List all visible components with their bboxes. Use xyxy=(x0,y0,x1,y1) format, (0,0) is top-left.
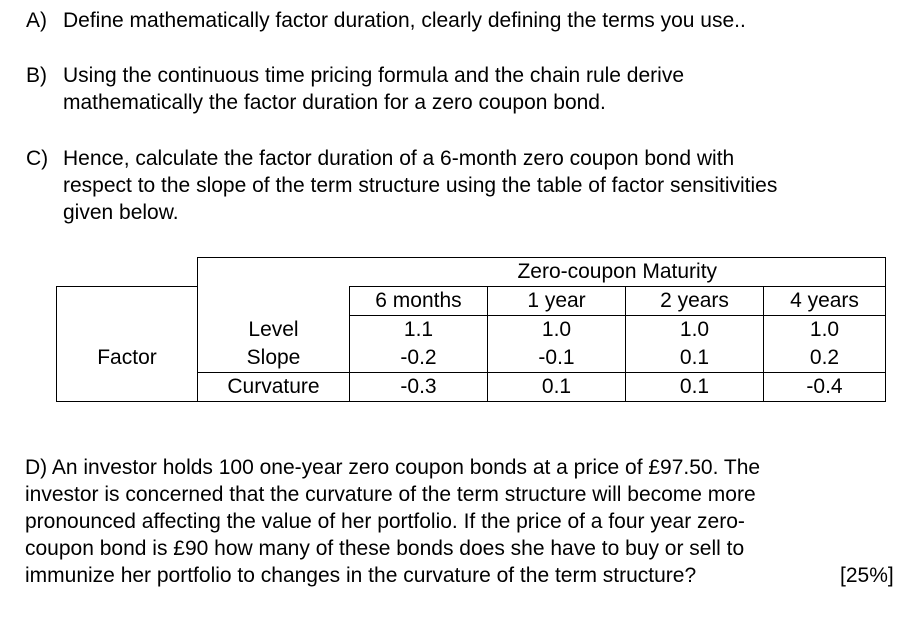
question-b-label: B) xyxy=(26,64,47,87)
question-d-line: D) An investor holds 100 one-year zero coupon bonds at a price of £97.50. The xyxy=(25,456,761,479)
table-cell: 0.2 xyxy=(764,344,886,373)
question-d-line: pronounced affecting the value of her portfolio. If the price of a four year zero- xyxy=(25,510,745,533)
question-c-label: C) xyxy=(26,147,49,170)
factor-name: Level xyxy=(198,316,350,345)
factor-name: Slope xyxy=(198,344,350,373)
table-cell: 1.1 xyxy=(350,316,488,345)
marks-weight: [25%] xyxy=(840,564,894,587)
table-cell: 0.1 xyxy=(626,344,764,373)
empty-header-cell xyxy=(198,287,350,316)
factor-sensitivity-table xyxy=(56,257,886,402)
column-header: 1 year xyxy=(488,287,626,316)
table-cell: -0.4 xyxy=(764,373,886,402)
question-c-line: respect to the slope of the term structure using the table of factor sensitivities xyxy=(63,174,778,197)
table-cell: -0.1 xyxy=(488,344,626,373)
empty-corner-cell xyxy=(57,258,198,287)
table-row xyxy=(57,316,886,345)
factor-name: Curvature xyxy=(198,373,350,402)
table-cell: 0.1 xyxy=(488,373,626,402)
table-cell: -0.3 xyxy=(350,373,488,402)
row-group-label: Factor xyxy=(57,316,198,402)
question-d-line: investor is concerned that the curvature of the term structure will become more xyxy=(25,483,756,506)
column-header: 4 years xyxy=(764,287,886,316)
table-cell: 1.0 xyxy=(488,316,626,345)
table-cell: 0.1 xyxy=(626,373,764,402)
question-d-last-line xyxy=(25,562,894,589)
question-b-line: Using the continuous time pricing formula and the chain rule derive xyxy=(63,64,685,87)
question-b-text xyxy=(63,62,684,116)
column-header: 2 years xyxy=(626,287,764,316)
question-a-text: Define mathematically factor duration, clearly defining the terms you use.. xyxy=(63,9,746,32)
question-d-line: immunize her portfolio to changes in the curvature of the term structure? xyxy=(25,564,697,587)
table-cell: -0.2 xyxy=(350,344,488,373)
question-c-line: Hence, calculate the factor duration of a 6-month zero coupon bond with xyxy=(63,147,735,170)
question-d xyxy=(25,454,894,589)
table-cell: 1.0 xyxy=(626,316,764,345)
empty-corner-cell xyxy=(57,287,198,316)
question-d-line: coupon bond is £90 how many of these bonds does she have to buy or sell to xyxy=(25,537,745,560)
column-header: 6 months xyxy=(350,287,488,316)
question-c-text xyxy=(63,145,777,226)
table-cell: 1.0 xyxy=(764,316,886,345)
group-header: Zero-coupon Maturity xyxy=(350,258,886,287)
question-b-line: mathematically the factor duration for a zero coupon bond. xyxy=(63,91,606,114)
question-c-line: given below. xyxy=(63,201,179,224)
empty-header-cell xyxy=(198,258,350,287)
question-a-label: A) xyxy=(26,9,47,32)
